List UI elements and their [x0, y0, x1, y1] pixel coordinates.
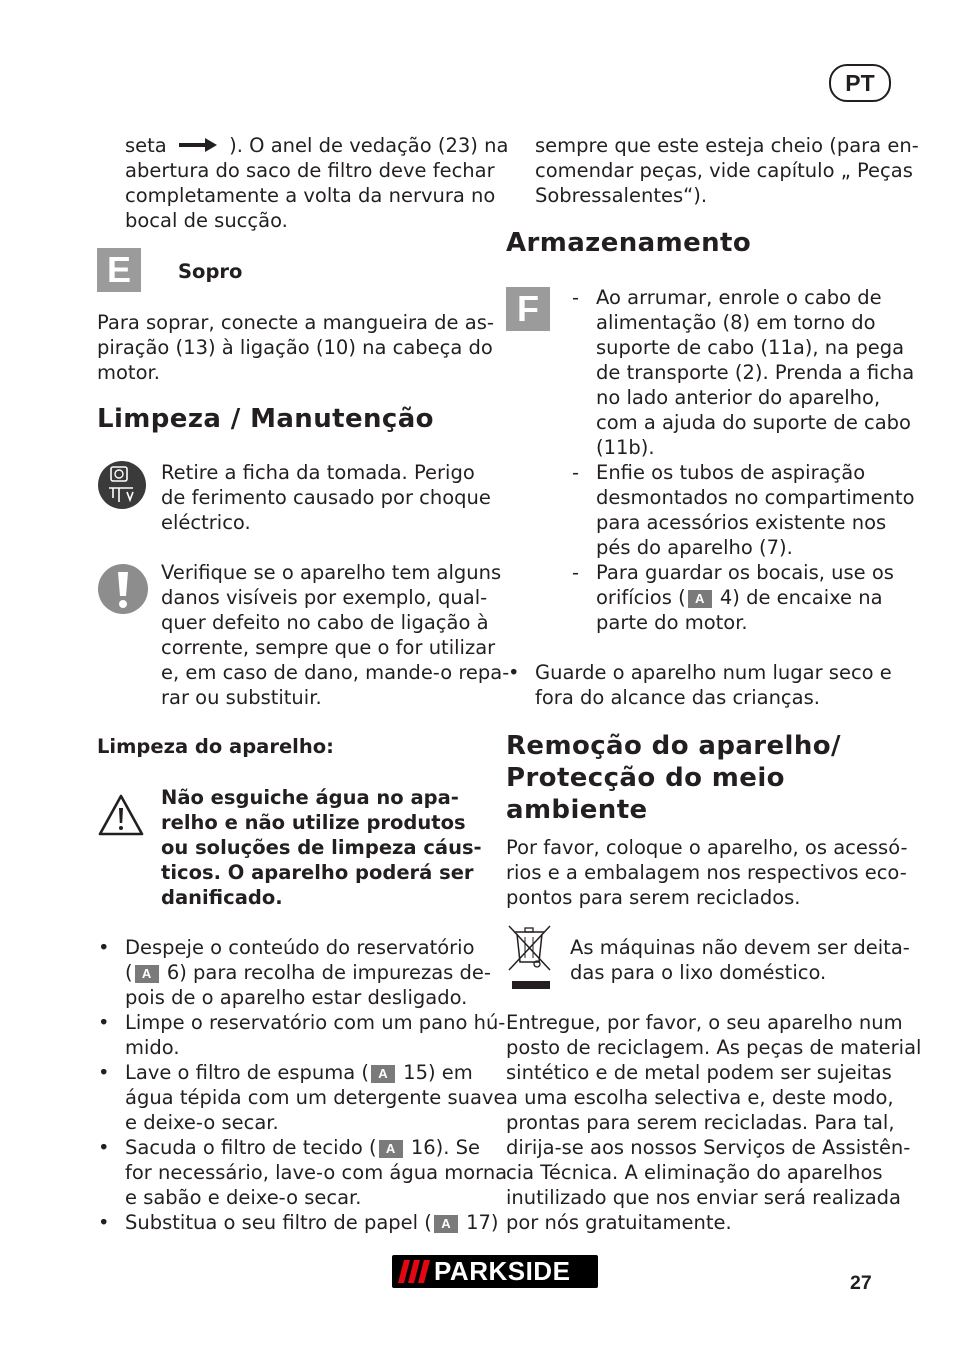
check-line: quer defeito no cabo de ligação à [161, 611, 489, 634]
closing-line: sintético e de metal podem ser sujeitas [506, 1061, 892, 1084]
logo-stripes-icon [398, 1260, 432, 1283]
storage-line: com a ajuda do suporte de cabo [596, 411, 911, 434]
unplug-line: Retire a ficha da tomada. Perigo [161, 461, 475, 484]
arrow-icon [177, 137, 219, 153]
crossed-bin-icon [506, 922, 554, 992]
bullet-line [125, 960, 491, 985]
remocao-intro-line: Por favor, coloque o aparelho, os acessó- [506, 836, 908, 859]
remocao-heading-line: Protecção do meio [506, 763, 785, 793]
dash: - [572, 561, 580, 584]
storage-line: suporte de cabo (11a), na pega [596, 336, 905, 359]
remocao-intro-line: rios e a embalagem nos respectivos eco- [506, 861, 907, 884]
bullet-dot: • [98, 1011, 110, 1034]
intro-line: completamente a volta da nervura no [125, 184, 496, 207]
figure-ref-badge: A [371, 1065, 395, 1083]
storage-line [596, 585, 883, 610]
warning-line: relho e não utilize produtos [161, 811, 466, 834]
figure-ref-badge: A [135, 965, 159, 983]
bullet-ref-prefix: ( [125, 961, 133, 984]
check-line: Verifique se o aparelho tem alguns [161, 561, 502, 584]
bullet-line: for necessário, lave-o com água morna [125, 1161, 508, 1184]
check-line: corrente, sempre que o for utilizar [161, 636, 496, 659]
dash: - [572, 286, 580, 309]
storage-line: desmontados no compartimento [596, 486, 915, 509]
section-badge-e: E [97, 248, 141, 292]
remocao-heading-line: Remoção do aparelho/ [506, 731, 841, 761]
closing-line: dirija-se aos nossos Serviços de Assistên- [506, 1136, 911, 1159]
warning-triangle-icon [97, 793, 145, 837]
brand-logo [392, 1255, 598, 1288]
storage-line: no lado anterior do aparelho, [596, 386, 881, 409]
remocao-heading-line: ambiente [506, 795, 648, 825]
closing-line: prontas para serem recicladas. Para tal, [506, 1111, 895, 1134]
sopro-line: piração (13) à ligação (10) na cabeça do [97, 336, 493, 359]
limpeza-subtitle: Limpeza do aparelho: [97, 735, 334, 758]
language-badge: PT [829, 64, 891, 102]
intro-line: abertura do saco de filtro deve fechar [125, 159, 495, 182]
bullet-line-text: Sacuda o filtro de tecido ( [125, 1136, 377, 1159]
storage-line-text: orifícios ( [596, 586, 686, 609]
bullet-ref-suffix: 17) [466, 1211, 499, 1234]
bullet-line: mido. [125, 1036, 180, 1059]
storage-line: pés do aparelho (7). [596, 536, 793, 559]
intro-line: bocal de sucção. [125, 209, 288, 232]
unplug-line: eléctrico. [161, 511, 251, 534]
bullet-line: Despeje o conteúdo do reservatório [125, 936, 475, 959]
intro-first-word: seta [125, 134, 167, 157]
check-line: danos visíveis por exemplo, qual- [161, 586, 488, 609]
col2-intro-line: Sobressalentes“). [535, 184, 708, 207]
bin-line: das para o lixo doméstico. [570, 961, 827, 984]
dash: - [572, 461, 580, 484]
bin-line: As máquinas não devem ser deita- [570, 936, 910, 959]
bullet-dot: • [508, 661, 520, 684]
bullet-dot: • [98, 1136, 110, 1159]
bullet-line: e sabão e deixe-o secar. [125, 1186, 362, 1209]
bullet-ref-suffix: 15) em [403, 1061, 473, 1084]
figure-ref-badge: A [379, 1140, 403, 1158]
closing-line: inutilizado que nos enviar será realizada [506, 1186, 901, 1209]
sopro-title: Sopro [178, 260, 243, 283]
storage-bullet-line: fora do alcance das crianças. [535, 686, 820, 709]
bullet-line [125, 1210, 499, 1235]
limpeza-heading: Limpeza / Manutenção [97, 404, 434, 434]
section-badge-f: F [506, 287, 550, 331]
bullet-line: pois de o aparelho estar desligado. [125, 986, 468, 1009]
bullet-line-text: Lave o filtro de espuma ( [125, 1061, 369, 1084]
storage-line: parte do motor. [596, 611, 748, 634]
page-number: 27 [850, 1272, 872, 1294]
storage-line: (11b). [596, 436, 655, 459]
closing-line: Entregue, por favor, o seu aparelho num [506, 1011, 903, 1034]
bullet-line-text: 6) para recolha de impurezas de- [166, 961, 491, 984]
storage-line: de transporte (2). Prenda a ficha [596, 361, 915, 384]
closing-line: posto de reciclagem. As peças de material [506, 1036, 922, 1059]
intro-line-text: ). O anel de vedação (23) na [229, 134, 509, 157]
bullet-line [125, 1135, 480, 1160]
storage-bullet-line: Guarde o aparelho num lugar seco e [535, 661, 892, 684]
closing-line: cia Técnica. A eliminação do aparelhos [506, 1161, 883, 1184]
bullet-dot: • [98, 1061, 110, 1084]
warning-line: ticos. O aparelho poderá ser [161, 861, 474, 884]
sopro-line: Para soprar, conecte a mangueira de as- [97, 311, 494, 334]
warning-line: ou soluções de limpeza cáus- [161, 836, 482, 859]
bullet-line: água tépida com um detergente suave [125, 1086, 506, 1109]
sopro-line: motor. [97, 361, 160, 384]
check-line: rar ou substituir. [161, 686, 322, 709]
bullet-line: Limpe o reservatório com um pano hú- [125, 1011, 506, 1034]
col2-intro-line: comendar peças, vide capítulo „ Peças [535, 159, 913, 182]
storage-line: alimentação (8) em torno do [596, 311, 876, 334]
bullet-ref-suffix: 16). Se [410, 1136, 481, 1159]
storage-line: Enfie os tubos de aspiração [596, 461, 866, 484]
bullet-dot: • [98, 936, 110, 959]
bullet-dot: • [98, 1211, 110, 1234]
exclamation-icon [97, 563, 149, 615]
figure-ref-badge: A [434, 1215, 458, 1233]
figure-ref-badge: A [688, 590, 712, 608]
storage-line: para acessórios existente nos [596, 511, 887, 534]
closing-line: a uma escolha selectiva e, deste modo, [506, 1086, 894, 1109]
warning-line: danificado. [161, 886, 283, 909]
col2-intro-line: sempre que este esteja cheio (para en- [535, 134, 919, 157]
closing-line: por nós gratuitamente. [506, 1211, 732, 1234]
brand-name: PARKSIDE [434, 1256, 571, 1286]
bullet-line-text: Substitua o seu filtro de papel ( [125, 1211, 432, 1234]
check-line: e, em caso de dano, mande-o repa- [161, 661, 510, 684]
unplug-line: de ferimento causado por choque [161, 486, 491, 509]
storage-line: Para guardar os bocais, use os [596, 561, 894, 584]
warning-line: Não esguiche água no apa- [161, 786, 459, 809]
storage-line: Ao arrumar, enrole o cabo de [596, 286, 882, 309]
unplug-icon [97, 460, 147, 510]
intro-line [125, 133, 508, 158]
bullet-line: e deixe-o secar. [125, 1111, 279, 1134]
bullet-line [125, 1060, 473, 1085]
storage-ref-suffix: 4) de encaixe na [719, 586, 883, 609]
remocao-intro-line: pontos para serem reciclados. [506, 886, 801, 909]
armazenamento-heading: Armazenamento [506, 228, 752, 258]
